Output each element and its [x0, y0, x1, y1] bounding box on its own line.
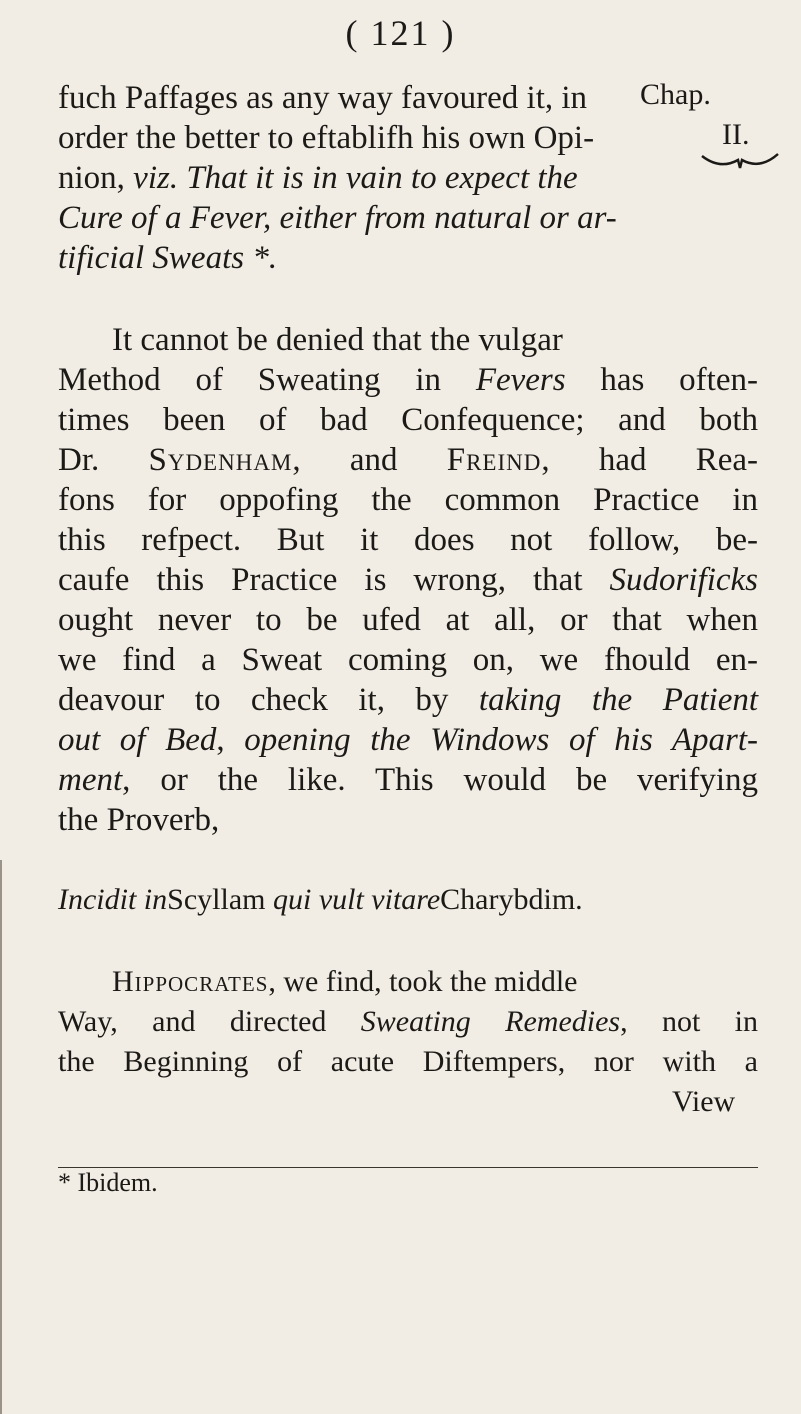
margin-chapter: Chap.: [640, 78, 711, 111]
p2-line6: this refpect. But it does not follow, be-: [58, 522, 758, 558]
p2-line13: the Proverb,: [58, 802, 220, 838]
p1-line2: order the better to eftablifh his own Opi-: [58, 120, 595, 156]
p1-line3-italic: viz. That it is in vain to expect the: [133, 160, 578, 196]
proverb-line: Incidit inScyllam qui vult vitareCharybdim.: [58, 883, 583, 916]
p2-line7: caufe this Practice is wrong, that Sudorificks: [58, 562, 758, 598]
binding-edge: [0, 860, 2, 1414]
p2-line5: fons for oppofing the common Practice in: [58, 482, 758, 518]
p2-line3: times been of bad Confequence; and both: [58, 402, 758, 438]
page-number: ( 121 ): [345, 13, 456, 53]
p2-line11: out of Bed, opening the Windows of his Apart-: [58, 722, 759, 758]
p2-line8: ought never to be ufed at all, or that when: [58, 602, 758, 638]
catchword: View: [672, 1085, 736, 1118]
brace-ornament: [700, 150, 780, 174]
p1-line5: tificial Sweats *.: [58, 240, 278, 276]
p1-line4: Cure of a Fever, either from natural or ar-: [58, 200, 617, 236]
p3-line2: Way, and directed Sweating Remedies, not in: [58, 1005, 759, 1038]
footnote-rule: [58, 1167, 758, 1168]
p2-line12: ment, or the like. This would be verifying: [58, 762, 758, 798]
p2-line2: Method of Sweating in Fevers has often-: [58, 362, 758, 398]
p2-line9: we find a Sweat coming on, we fhould en-: [58, 642, 758, 678]
margin-chapter-number: II.: [722, 118, 750, 151]
p2-line10: deavour to check it, by taking the Patient: [58, 682, 759, 718]
p3-line3: the Beginning of acute Diftempers, nor with a: [58, 1045, 758, 1078]
p2-line1: It cannot be denied that the vulgar: [112, 322, 563, 358]
p2-line4: Dr. Sydenham, and Freind, had Rea-: [58, 442, 758, 478]
p1-line3-roman: nion,: [58, 160, 134, 196]
footnote: * Ibidem.: [58, 1168, 158, 1197]
p3-line1: Hippocrates, we find, took the middle: [112, 965, 578, 998]
p1-line1: fuch Paffages as any way favoured it, in: [58, 80, 588, 116]
p1-line3: [58, 158, 578, 198]
